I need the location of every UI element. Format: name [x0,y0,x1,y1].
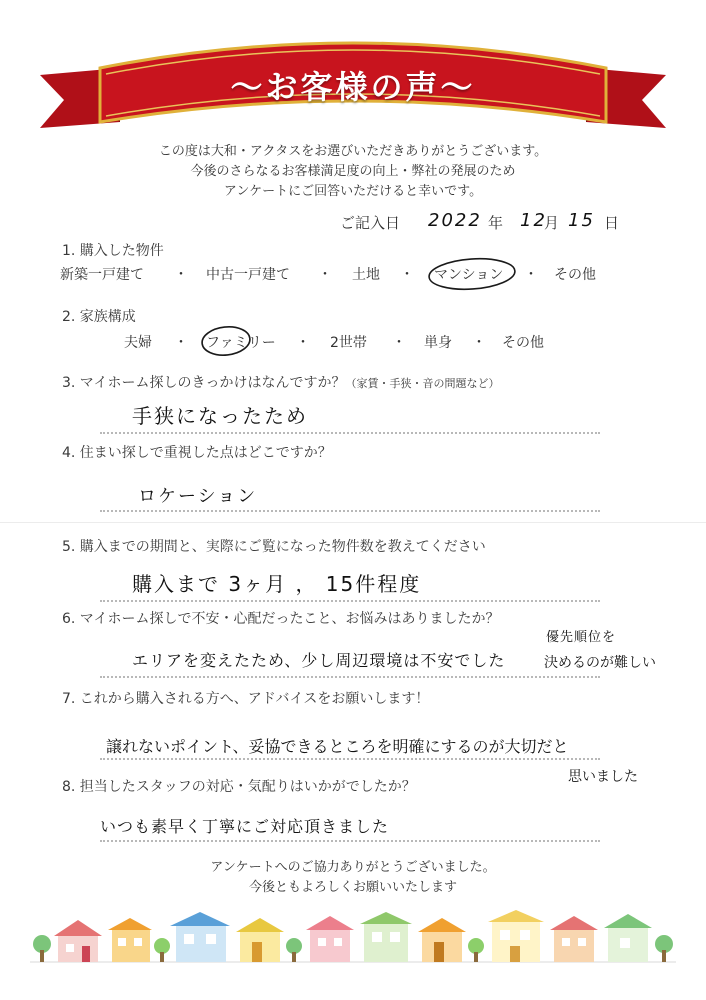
date-month-value[interactable]: 12 [520,210,547,231]
q2-option-other[interactable]: その他 [502,335,544,351]
page-fold-line [0,522,706,523]
date-day-label: 日 [604,214,620,232]
q2-selected-circle [196,322,256,360]
house-icon [418,918,466,962]
closing-line-2: 今後ともよろしくお願いいたします [248,880,457,895]
date-month-label: 月 [544,214,560,232]
house-icon [360,912,412,962]
q1-option-used-house[interactable]: 中古一戸建て [206,267,290,283]
answer-line [100,840,600,842]
banner-title: ～お客様の声～ [230,68,476,106]
q4-answer[interactable]: ロケーション [138,486,258,507]
q3-label [62,372,500,392]
q2-separator: ・ [296,335,310,351]
house-icon [550,916,598,962]
q2-separator: ・ [174,335,188,351]
tree-icon [154,938,170,954]
date-row [340,210,640,234]
intro-line-3: アンケートにご回答いただけると幸いです。 [223,184,483,199]
q1-options [60,264,620,288]
q1-option-mansion[interactable]: マンション [434,267,504,283]
intro-line-1: この度は大和・アクタスをお選びいただきありがとうございます。 [158,144,548,159]
q5-answer[interactable]: 購入まで 3ヶ月 ， 15件程度 [132,572,422,596]
closing-line-1: アンケートへのご協力ありがとうございました。 [210,860,496,875]
house-icon [306,916,354,962]
q2-label: 2. 家族構成 [62,309,136,325]
q2-separator: ・ [472,335,486,351]
q2-option-couple[interactable]: 夫婦 [124,335,152,351]
q2-options [124,332,584,356]
q8-label: 8. 担当したスタッフの対応・気配りはいかがでしたか？ [62,779,416,795]
q1-separator: ・ [400,267,414,283]
q1-option-land[interactable]: 土地 [352,267,380,283]
house-icon [108,918,152,962]
house-icon [604,914,652,962]
house-icon [488,910,544,962]
answer-line [100,758,600,760]
houses-illustration [30,906,676,976]
answer-line [100,432,600,434]
q3-note: （家賃・手狭・音の問題など） [345,377,500,390]
q7-answer[interactable]: 譲れないポイント、妥協できるところを明確にするのが大切だと [106,737,569,756]
q1-option-other[interactable]: その他 [554,267,596,283]
q6-answer-extra-2[interactable]: 決めるのが難しい [544,655,656,671]
q2-option-family[interactable]: ファミリー [206,335,276,351]
answer-line [100,600,600,602]
q7-label: 7. これから購入される方へ、アドバイスをお願いします！ [62,691,430,707]
q2-option-single[interactable]: 単身 [424,335,452,351]
house-icon [170,912,230,962]
q8-answer[interactable]: いつも素早く丁寧にご対応頂きました [100,817,390,836]
date-day-value[interactable]: 15 [568,210,595,231]
q2-option-two-generation[interactable]: 2世帯 [330,335,367,351]
answer-line [100,510,600,512]
q2-separator: ・ [392,335,406,351]
tree-icon [286,938,302,954]
house-icon [236,918,284,962]
tree-icon [468,938,484,954]
date-year-label: 年 [488,214,504,232]
date-label: ご記入日 [340,214,401,232]
q1-separator: ・ [174,267,188,283]
date-year-value[interactable]: 2022 [428,210,482,231]
q4-label: 4. 住まい探しで重視した点はどこですか？ [62,445,332,461]
answer-line [100,676,600,678]
q3-question: 3. マイホーム探しのきっかけはなんですか？ [62,375,346,391]
house-icon [54,920,102,962]
q3-answer[interactable]: 手狭になったため [132,404,308,428]
q1-selected-circle [424,254,520,294]
q6-answer-extra-1[interactable]: 優先順位を [546,630,617,645]
q1-separator: ・ [318,267,332,283]
q1-option-new-house[interactable]: 新築一戸建て [60,267,144,283]
q7-answer-continued[interactable]: 思いました [568,769,638,785]
q1-separator: ・ [524,267,538,283]
q6-label: 6. マイホーム探しで不安・心配だったこと、お悩みはありましたか？ [62,611,500,627]
q5-label: 5. 購入までの期間と、実際にご覧になった物件数を教えてください [62,539,486,555]
q6-answer[interactable]: エリアを変えたため、少し周辺環境は不安でした [132,651,506,670]
intro-line-2: 今後のさらなるお客様満足度の向上・弊社の発展のため [190,164,516,179]
q1-label: 1. 購入した物件 [62,243,164,259]
